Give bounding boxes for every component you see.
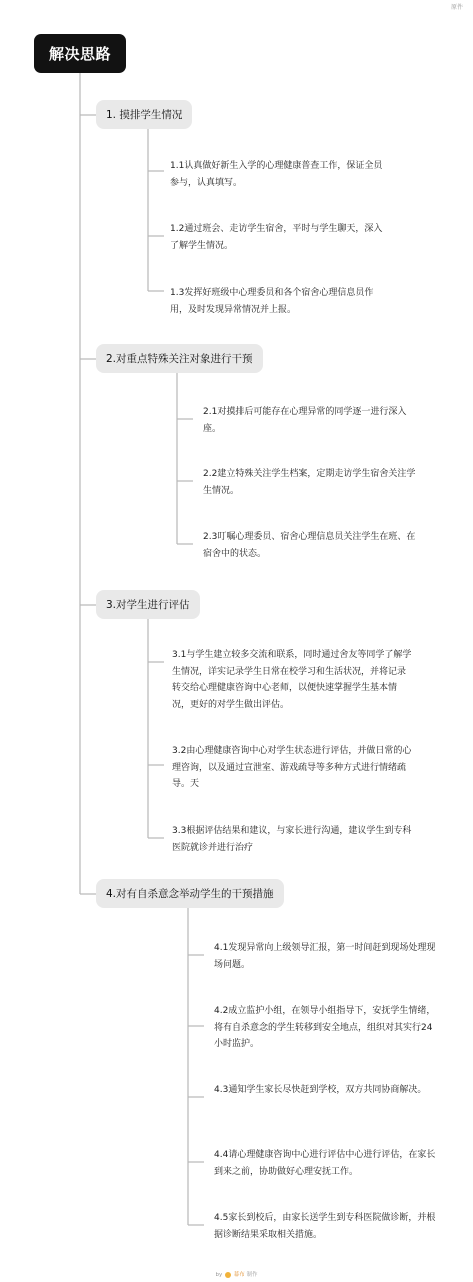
leaf-node-4-2[interactable]: 4.2成立监护小组，在领导小组指导下，安抚学生情绪，将有自杀意念的学生转移到安全地点，组织对其实行24小时监护。 (214, 1006, 436, 1049)
leaf-node-4-3[interactable]: 4.3通知学生家长尽快赶到学校，双方共同协商解决。 (214, 1085, 427, 1095)
watermark-label: 原件 (450, 4, 463, 11)
leaf-node-2-3[interactable]: 2.3叮嘱心理委员、宿舍心理信息员关注学生在班、在宿舍中的状态。 (203, 532, 416, 559)
leaf-node-1-3[interactable]: 1.3发挥好班级中心理委员和各个宿舍心理信息员作用，及时发现异常情况并上报。 (170, 288, 374, 315)
leaf-node-3-3[interactable]: 3.3根据评估结果和建议，与家长进行沟通，建议学生到专科医院就诊并进行治疗 (172, 826, 412, 853)
leaf-node-1-1[interactable]: 1.1认真做好新生入学的心理健康普查工作，保证全员参与，认真填写。 (170, 161, 383, 188)
footer-suffix: 制作 (246, 1272, 258, 1278)
leaf-node-4-4[interactable]: 4.4请心理健康咨询中心进行评估中心进行评估，在家长到来之前，协助做好心理安抚工作。 (214, 1150, 436, 1177)
topic-node-1[interactable]: 1. 摸排学生情况 (96, 100, 192, 129)
footer-credit (0, 1270, 473, 1278)
leaf-node-4-5[interactable]: 4.5家长到校后，由家长送学生到专科医院做诊断，并根据诊断结果采取相关措施。 (214, 1213, 436, 1240)
topic-node-3[interactable]: 3.对学生进行评估 (96, 590, 200, 619)
leaf-node-2-2[interactable]: 2.2建立特殊关注学生档案，定期走访学生宿舍关注学生情况。 (203, 469, 416, 496)
leaf-node-4-1[interactable]: 4.1发现异常向上级领导汇报，第一时间赶到现场处理现场问题。 (214, 943, 436, 970)
footer-app-name: 幕布 (233, 1272, 245, 1278)
leaf-node-3-2[interactable]: 3.2由心理健康咨询中心对学生状态进行评估，并做日常的心理咨询，以及通过宣泄室、游戏疏导等多种方式进行情绪疏导。天 (172, 746, 412, 789)
topic-node-4[interactable]: 4.对有自杀意念举动学生的干预措施 (96, 879, 284, 908)
mubu-logo-icon (225, 1272, 231, 1278)
leaf-node-3-1[interactable]: 3.1与学生建立较多交流和联系，同时通过舍友等同学了解学生情况，详实记录学生日常在校学习和生活状况，并将记录转交给心理健康咨询中心老师，以便快速掌握学生基本情况，更好的对学生做出评估。 (172, 650, 412, 710)
leaf-node-1-2[interactable]: 1.2通过班会、走访学生宿舍，平时与学生聊天，深入了解学生情况。 (170, 224, 383, 251)
footer-prefix: by (215, 1272, 223, 1278)
topic-node-2[interactable]: 2.对重点特殊关注对象进行干预 (96, 344, 263, 373)
root-node-title[interactable]: 解决思路 (34, 34, 126, 73)
leaf-node-2-1[interactable]: 2.1对摸排后可能存在心理异常的同学逐一进行深入座。 (203, 407, 407, 434)
